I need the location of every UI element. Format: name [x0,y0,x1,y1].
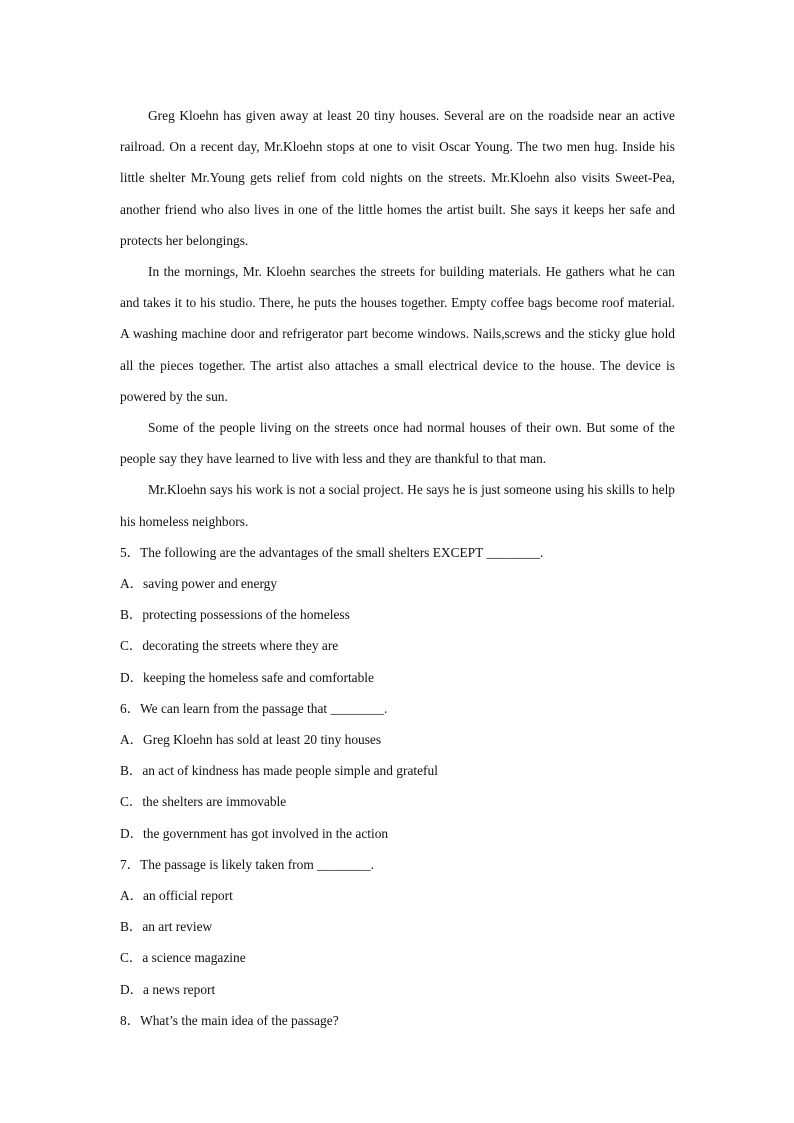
question-5-option-a: A．saving power and energy [120,576,278,592]
question-7-option-b: B．an art review [120,919,213,935]
question-6-option-b: B．an act of kindness has made people simple and grateful [120,763,438,779]
question-5-option-b: B．protecting possessions of the homeless [120,607,350,623]
question-7-stem: 7．The passage is likely taken from ________. [120,856,374,872]
question-7-option-d: D．a news report [120,981,216,997]
document-content [120,100,675,1036]
question-7-option-c: C．a science magazine [120,950,246,966]
passage-paragraph-4: Mr.Kloehn says his work is not a social project. He says he is just someone using his skills to help his homeless neighbors. [120,482,675,529]
question-7-option-a: A．an official report [120,888,233,904]
question-5-option-d: D．keeping the homeless safe and comfortable [120,669,374,685]
question-5-stem: 5．The following are the advantages of the small shelters EXCEPT ________. [120,544,544,560]
passage-paragraph-3: Some of the people living on the streets once had normal houses of their own. But some of the people say they have learned to live with less and they are thankful to that man. [120,420,675,467]
passage-paragraph-2: In the mornings, Mr. Kloehn searches the streets for building materials. He gathers what he can and takes it to his studio. There, he puts the houses together. Empty coffee bags become roof material. A washing machine door and refrigerator part become windows. Nails,screws and the sticky glue hold all the pieces together. The artist also attaches a small electrical device to the house. The device is powered by the sun. [120,264,675,404]
question-6-option-c: C．the shelters are immovable [120,794,287,810]
question-8-stem: 8．What’s the main idea of the passage? [120,1012,339,1028]
question-5-option-c: C．decorating the streets where they are [120,638,339,654]
question-6-stem: 6．We can learn from the passage that ________. [120,700,388,716]
passage-paragraph-1: Greg Kloehn has given away at least 20 tiny houses. Several are on the roadside near an active railroad. On a recent day, Mr.Kloehn stops at one to visit Oscar Young. The two men hug. Inside his little shelter Mr.Young gets relief from cold nights on the streets. Mr.Kloehn also visits Sweet-Pea, another friend who also lives in one of the little homes the artist built. She says it keeps her safe and protects her belongings. [120,108,675,248]
question-6-option-a: A．Greg Kloehn has sold at least 20 tiny houses [120,732,382,748]
question-6-option-d: D．the government has got involved in the action [120,825,389,841]
